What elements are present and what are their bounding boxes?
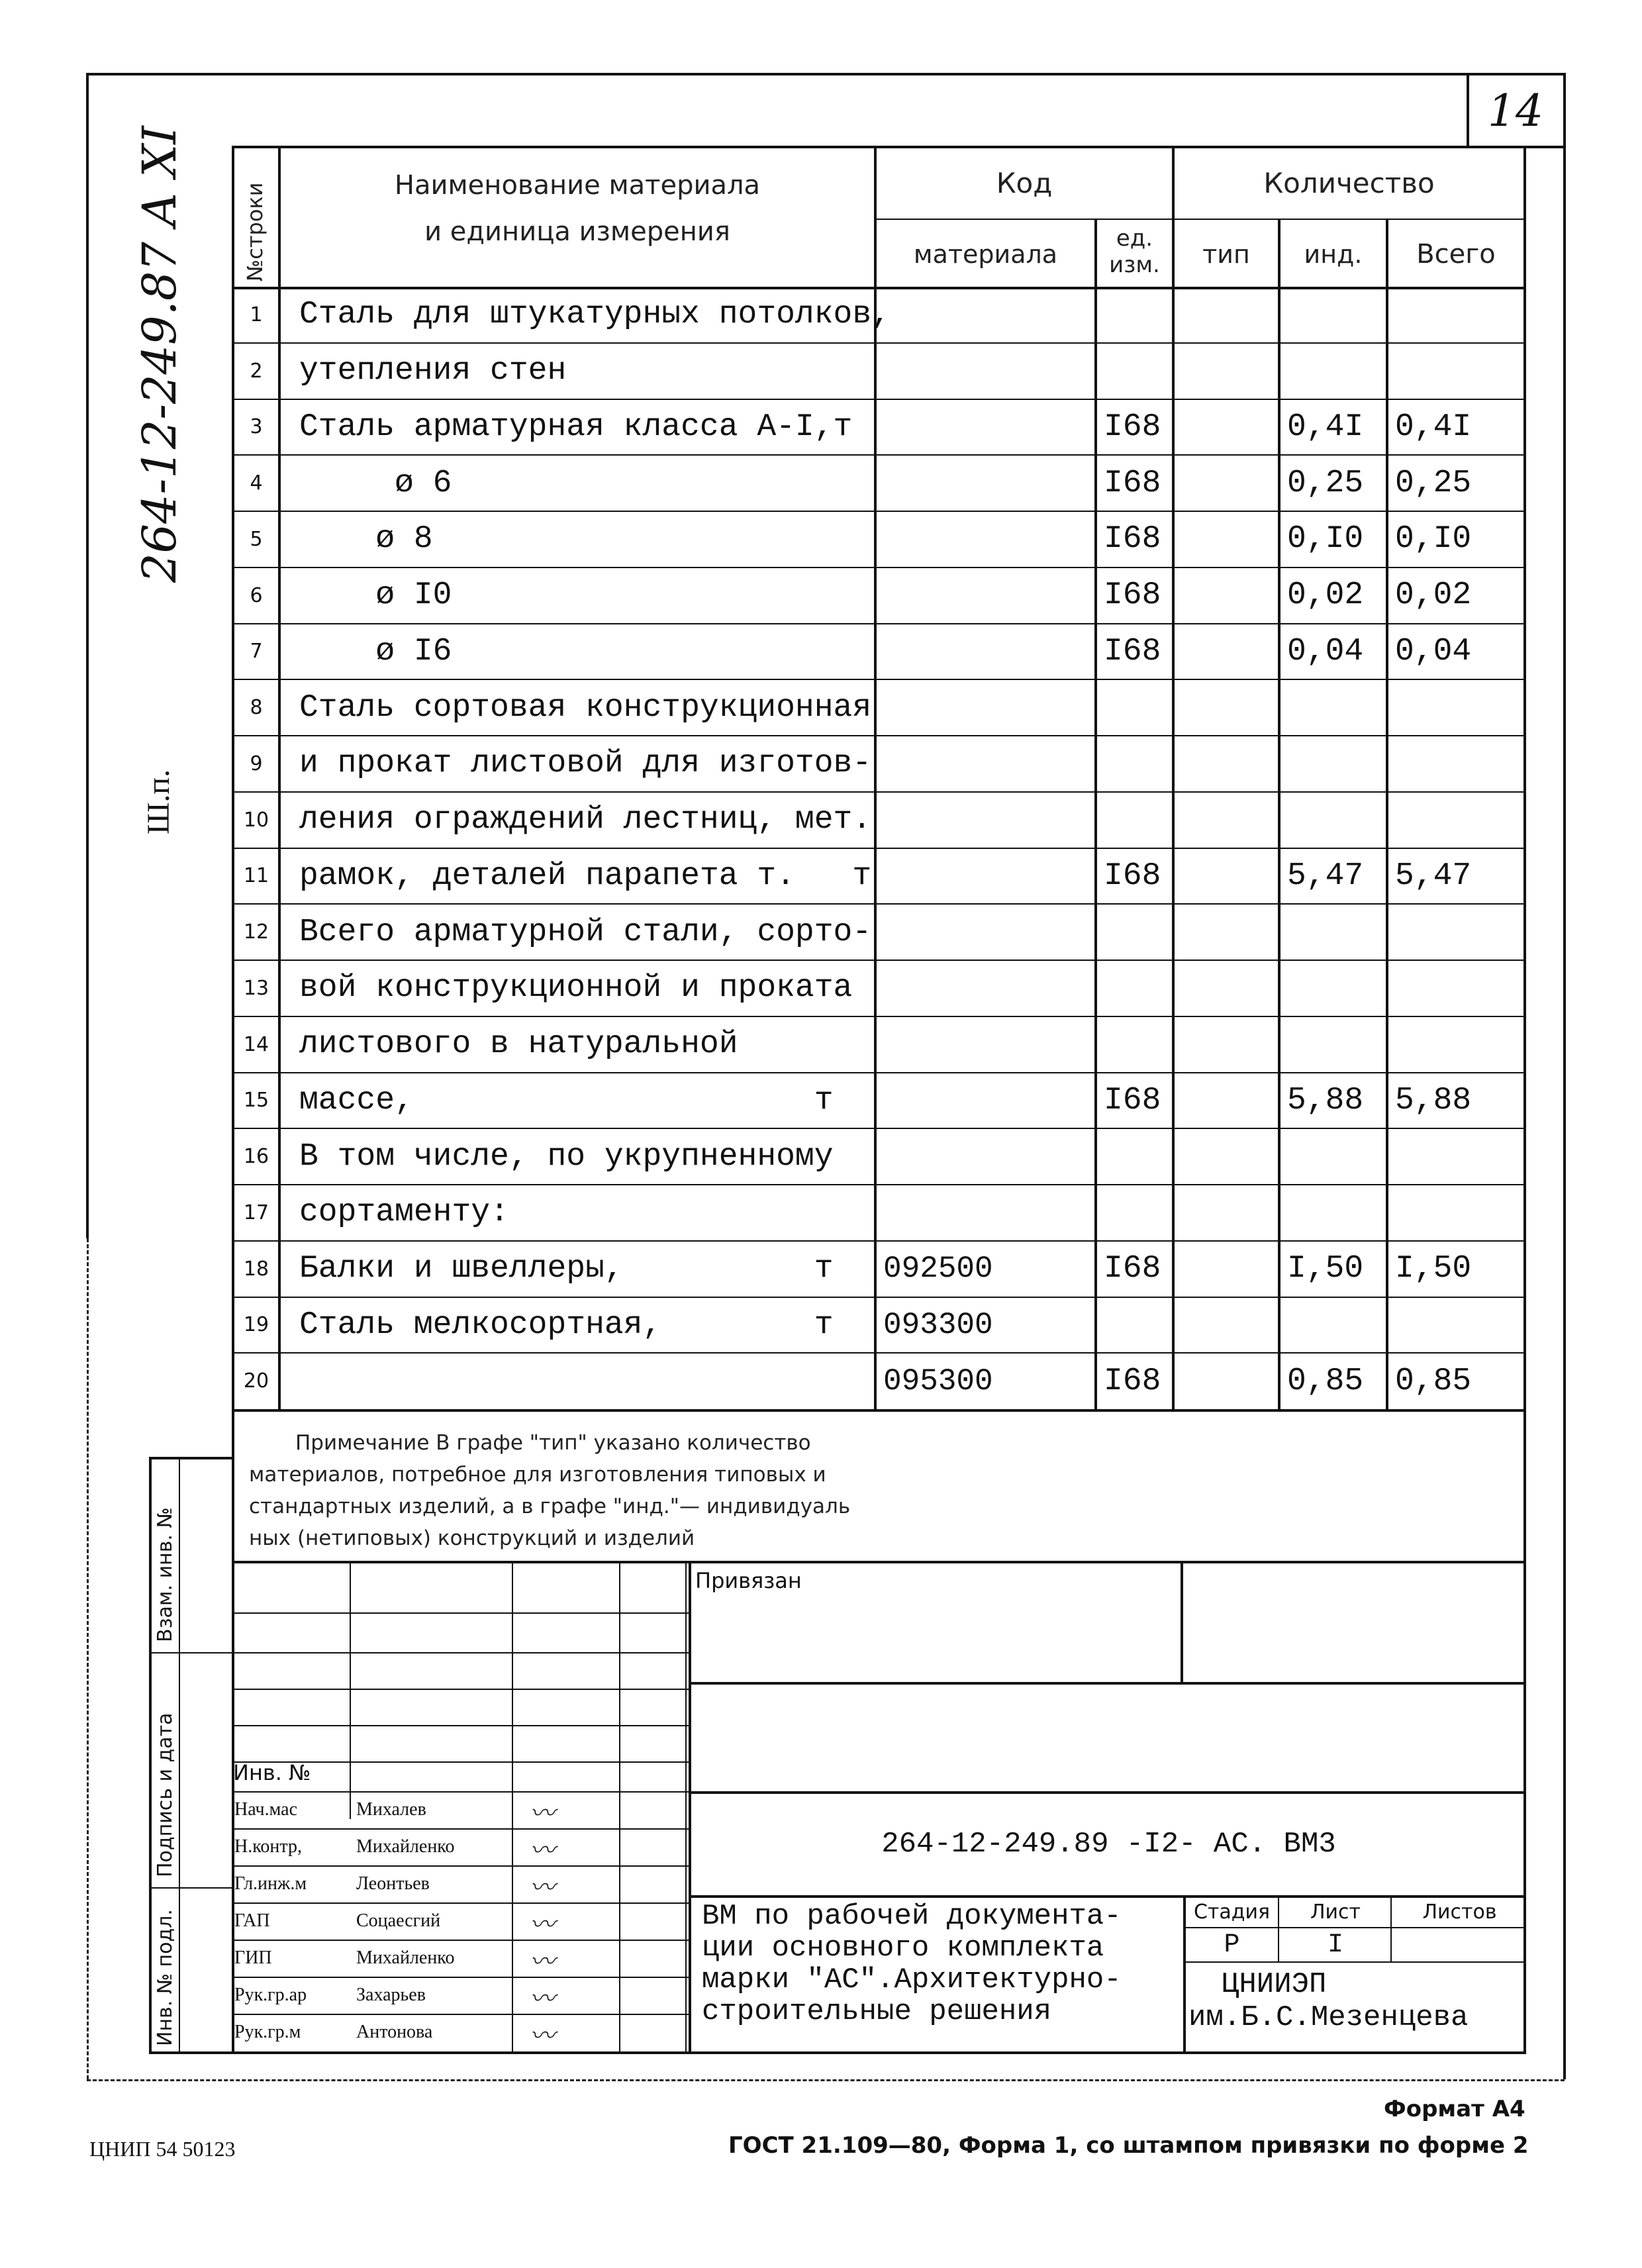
row-material-name: Всего арматурной стали, сорто- bbox=[299, 914, 872, 950]
header-code-unit bbox=[1097, 225, 1172, 285]
row-material-name: Сталь арматурная класса А-I,т bbox=[299, 409, 853, 445]
stamp-person-signature: 〰 bbox=[530, 1947, 555, 1976]
stamp-org-line2: им.Б.С.Мезенцева bbox=[1188, 2001, 1469, 2034]
row-qty-ind bbox=[1280, 905, 1392, 959]
stamp-stage-row2 bbox=[1183, 1961, 1526, 1963]
row-unit-code bbox=[1097, 905, 1179, 959]
row-qty-total bbox=[1388, 288, 1530, 342]
stamp-person-name: Михайленко bbox=[356, 1836, 455, 1857]
row-qty-type bbox=[1175, 850, 1284, 903]
row-unit-code: I68 bbox=[1104, 521, 1161, 558]
stamp-doc-code: 264-12-249.89 -I2- АС. ВМ3 bbox=[881, 1828, 1336, 1861]
frame-right bbox=[1563, 73, 1566, 2079]
stamp-top bbox=[232, 1561, 1526, 1563]
stamp-col1 bbox=[350, 1561, 351, 1819]
stamp-person-name: Антонова bbox=[356, 2022, 433, 2042]
row-unit-code: I68 bbox=[1104, 858, 1161, 894]
stamp-col2 bbox=[512, 1561, 513, 2053]
row-qty-ind: 0,85 bbox=[1287, 1363, 1364, 1399]
stamp-person-role: Рук.гр.ар bbox=[234, 1985, 307, 2005]
header-rownum: №строки bbox=[242, 182, 267, 281]
row-qty-ind: I,50 bbox=[1287, 1251, 1364, 1287]
row-number: 12 bbox=[243, 920, 269, 944]
stamp-title-line1: ВМ по рабочей документа- bbox=[702, 1900, 1122, 1933]
row-qty-type bbox=[1175, 1074, 1284, 1128]
row-divider bbox=[232, 1240, 1526, 1242]
row-divider bbox=[232, 511, 1526, 512]
row-qty-total bbox=[1388, 905, 1530, 959]
row-unit-code: I68 bbox=[1104, 409, 1161, 445]
header-code-unit-line1: ед. bbox=[1116, 225, 1153, 252]
row-qty-ind bbox=[1280, 681, 1392, 734]
row-qty-total bbox=[1388, 961, 1530, 1015]
row-material-code bbox=[877, 850, 1101, 903]
row-divider bbox=[232, 735, 1526, 736]
footer-gost: ГОСТ 21.109—80, Форма 1, со штампом привязки по форме 2 bbox=[728, 2132, 1529, 2159]
stamp-person-signature: 〰 bbox=[530, 1984, 555, 2013]
row-number: 14 bbox=[243, 1032, 269, 1056]
row-qty-total bbox=[1388, 1018, 1530, 1071]
row-divider bbox=[232, 399, 1526, 400]
row-material-code: 093300 bbox=[883, 1307, 993, 1342]
row-material-name: Сталь мелкосортная, т bbox=[299, 1307, 834, 1343]
stamp-inv-no: Инв. № bbox=[233, 1760, 311, 1785]
row-qty-type bbox=[1175, 344, 1284, 398]
row-material-name: и прокат листовой для изготов- bbox=[299, 746, 872, 782]
row-qty-ind: 0,02 bbox=[1287, 577, 1364, 614]
row-material-name: ø 6 bbox=[299, 465, 452, 501]
frame-left bbox=[86, 73, 89, 1238]
row-qty-ind: 0,4I bbox=[1287, 409, 1364, 445]
stamp-person-role: Н.контр, bbox=[234, 1836, 302, 1857]
row-qty-type bbox=[1175, 569, 1284, 622]
row-material-name: сортаменту: bbox=[299, 1195, 509, 1231]
row-divider bbox=[232, 848, 1526, 849]
row-material-name: вой конструкционной и проката bbox=[299, 970, 853, 1007]
row-qty-total: 0,85 bbox=[1395, 1363, 1472, 1399]
row-unit-code: I68 bbox=[1104, 633, 1161, 669]
row-number: 7 bbox=[250, 640, 263, 664]
row-unit-code bbox=[1097, 1186, 1179, 1240]
row-material-code bbox=[877, 1186, 1101, 1240]
stamp-person-role: Рук.гр.м bbox=[234, 2022, 301, 2042]
frame-top bbox=[86, 73, 1566, 75]
stamp-person-name: Михалев bbox=[356, 1799, 426, 1820]
row-divider bbox=[232, 1072, 1526, 1073]
left-strip-top bbox=[149, 1457, 232, 1459]
header-name-line1: Наименование материала bbox=[394, 170, 761, 201]
row-material-code bbox=[877, 1130, 1101, 1183]
row-divider bbox=[232, 1016, 1526, 1017]
row-unit-code: I68 bbox=[1104, 465, 1161, 501]
stamp-sheets-label: Листов bbox=[1422, 1900, 1497, 1924]
row-unit-code: I68 bbox=[1104, 1251, 1161, 1287]
row-material-code bbox=[877, 401, 1101, 454]
row-material-code bbox=[877, 1018, 1101, 1071]
row-unit-code bbox=[1097, 681, 1179, 734]
row-qty-ind bbox=[1280, 344, 1392, 398]
row-number: 8 bbox=[250, 696, 263, 720]
stamp-person-role: ГАП bbox=[234, 1910, 270, 1931]
stamp-code-top bbox=[689, 1791, 1526, 1794]
row-qty-total bbox=[1388, 1186, 1530, 1240]
row-qty-type bbox=[1175, 1018, 1284, 1071]
row-material-code bbox=[877, 344, 1101, 398]
row-unit-code bbox=[1097, 288, 1179, 342]
row-number: 13 bbox=[243, 976, 269, 1000]
row-unit-code bbox=[1097, 1018, 1179, 1071]
row-qty-type bbox=[1175, 1299, 1284, 1352]
row-qty-total bbox=[1388, 681, 1530, 734]
row-material-name: листового в натуральной bbox=[299, 1026, 738, 1063]
row-material-code bbox=[877, 569, 1101, 622]
row-number: 5 bbox=[250, 527, 263, 551]
row-divider bbox=[232, 791, 1526, 793]
stamp-grid-h1 bbox=[232, 1612, 689, 1614]
row-unit-code bbox=[1097, 737, 1179, 791]
row-unit-code bbox=[1097, 1299, 1179, 1352]
row-qty-ind bbox=[1280, 288, 1392, 342]
row-material-name: ø 8 bbox=[299, 521, 433, 558]
stamp-person-name: Соцаесгий bbox=[356, 1910, 441, 1931]
row-qty-total: 0,02 bbox=[1395, 577, 1472, 614]
stamp-title-line2: ции основного комплекта bbox=[702, 1932, 1104, 1965]
row-qty-total bbox=[1388, 793, 1530, 847]
stamp-person-signature: 〰 bbox=[530, 2021, 555, 2050]
header-name-line2: и единица измерения bbox=[424, 217, 730, 247]
row-unit-code bbox=[1097, 1130, 1179, 1183]
row-qty-type bbox=[1175, 793, 1284, 847]
row-material-code bbox=[877, 513, 1101, 566]
row-qty-ind bbox=[1280, 1299, 1392, 1352]
row-material-code bbox=[877, 681, 1101, 734]
header-code: Код bbox=[996, 166, 1053, 199]
left-strip-podpis: Подпись и дата bbox=[154, 1712, 177, 1877]
header-qty-type: тип bbox=[1202, 239, 1250, 269]
row-material-name: массе, т bbox=[299, 1082, 834, 1118]
stamp-person-name: Захарьев bbox=[356, 1985, 426, 2005]
row-material-code bbox=[877, 737, 1101, 791]
row-number: 16 bbox=[243, 1145, 269, 1169]
stamp-org-line1: ЦНИИЭП bbox=[1222, 1968, 1327, 2001]
row-qty-total bbox=[1388, 344, 1530, 398]
row-qty-total: 0,04 bbox=[1395, 633, 1472, 669]
note-line4: ных (нетиповых) конструкций и изделий bbox=[249, 1526, 695, 1550]
row-qty-total: 5,88 bbox=[1395, 1082, 1472, 1118]
stamp-person-name: Леонтьев bbox=[356, 1873, 430, 1894]
row-material-name: ø I6 bbox=[299, 633, 452, 669]
row-divider bbox=[232, 1184, 1526, 1185]
row-divider bbox=[232, 960, 1526, 961]
row-divider bbox=[232, 567, 1526, 568]
row-qty-type bbox=[1175, 401, 1284, 454]
row-qty-total bbox=[1388, 1299, 1530, 1352]
row-qty-total bbox=[1388, 1130, 1530, 1183]
left-strip-inv-podl: Инв. № подл. bbox=[154, 1909, 177, 2046]
stamp-person-role: Гл.инж.м bbox=[234, 1873, 307, 1894]
table-bottom bbox=[232, 1409, 1526, 1412]
row-number: 1 bbox=[250, 303, 263, 326]
row-material-code bbox=[877, 625, 1101, 679]
row-qty-ind: 5,88 bbox=[1287, 1082, 1364, 1118]
note-line1: Примечание В графе "тип" указано количество bbox=[295, 1431, 811, 1455]
row-qty-total: 5,47 bbox=[1395, 858, 1472, 894]
stamp-main-left bbox=[689, 1561, 691, 2053]
row-divider bbox=[232, 1352, 1526, 1354]
row-qty-ind: 0,25 bbox=[1287, 465, 1364, 501]
row-qty-type bbox=[1175, 905, 1284, 959]
row-material-code bbox=[877, 456, 1101, 510]
stamp-title-line4: строительные решения bbox=[702, 1995, 1052, 2028]
row-qty-type bbox=[1175, 681, 1284, 734]
stamp-title-line3: марки "АС".Архитектурно- bbox=[702, 1963, 1122, 1997]
row-divider bbox=[232, 623, 1526, 624]
row-divider bbox=[232, 1297, 1526, 1298]
row-divider bbox=[232, 903, 1526, 905]
row-qty-ind: 0,I0 bbox=[1287, 521, 1364, 558]
stamp-sheet-label: Лист bbox=[1310, 1900, 1361, 1924]
row-material-code bbox=[877, 905, 1101, 959]
frame-left-dashed bbox=[87, 1238, 89, 2079]
stamp-stage-col2 bbox=[1390, 1895, 1392, 1961]
stamp-sheet-value: I bbox=[1327, 1930, 1343, 1960]
row-unit-code bbox=[1097, 793, 1179, 847]
stamp-person-signature: 〰 bbox=[530, 1873, 555, 1902]
row-qty-ind bbox=[1280, 737, 1392, 791]
row-qty-total: 0,4I bbox=[1395, 409, 1472, 445]
row-qty-type bbox=[1175, 1242, 1284, 1296]
row-qty-ind bbox=[1280, 1130, 1392, 1183]
row-qty-ind: 5,47 bbox=[1287, 858, 1364, 894]
row-qty-type bbox=[1175, 1186, 1284, 1240]
row-number: 20 bbox=[243, 1369, 269, 1393]
row-material-name: рамок, деталей парапета т. т bbox=[299, 858, 872, 894]
left-strip-bottom bbox=[149, 2051, 232, 2054]
footer-left: ЦНИП 54 50123 bbox=[89, 2136, 236, 2161]
row-material-code: 092500 bbox=[883, 1252, 993, 1287]
row-divider bbox=[232, 454, 1526, 456]
note-line2: материалов, потребное для изготовления типовых и bbox=[249, 1463, 826, 1487]
row-qty-ind bbox=[1280, 1018, 1392, 1071]
left-strip-h1 bbox=[149, 1652, 232, 1653]
stamp-sheets-value bbox=[1393, 1928, 1526, 1961]
row-number: 15 bbox=[243, 1089, 269, 1112]
row-material-name bbox=[281, 1354, 893, 1408]
sheet-corner-number: 14 bbox=[1488, 85, 1543, 136]
row-number: 2 bbox=[250, 359, 263, 383]
row-qty-total: 0,I0 bbox=[1395, 521, 1472, 558]
row-number: 17 bbox=[243, 1201, 269, 1224]
stamp-title bbox=[702, 1900, 1122, 2028]
header-code-unit-line2: изм. bbox=[1109, 252, 1160, 278]
stamp-col4 bbox=[685, 1561, 687, 2053]
frame-bottom-dashed bbox=[87, 2079, 1565, 2081]
row-material-name: ления ограждений лестниц, мет. bbox=[299, 802, 872, 838]
row-divider bbox=[232, 342, 1526, 344]
stamp-bottom bbox=[232, 2051, 1526, 2054]
row-unit-code: I68 bbox=[1104, 577, 1161, 614]
left-strip-outer bbox=[149, 1457, 152, 2053]
side-label: Ш.п. bbox=[141, 769, 176, 834]
footer-format: Формат А4 bbox=[1384, 2096, 1525, 2122]
row-number: 3 bbox=[250, 415, 263, 439]
row-qty-type bbox=[1175, 737, 1284, 791]
row-qty-type bbox=[1175, 1354, 1284, 1408]
row-material-code bbox=[877, 288, 1101, 342]
row-number: 10 bbox=[243, 808, 269, 832]
row-qty-type bbox=[1175, 513, 1284, 566]
row-material-name: Балки и швеллеры, т bbox=[299, 1251, 834, 1287]
stamp-privyazan-label: Привязан bbox=[695, 1568, 802, 1593]
row-material-code bbox=[877, 793, 1101, 847]
side-document-code: 264-12-249.87 А XI bbox=[132, 126, 187, 583]
stamp-grid-h2 bbox=[232, 1652, 689, 1653]
row-material-code bbox=[877, 961, 1101, 1015]
stamp-stage-col1 bbox=[1278, 1895, 1279, 1961]
stamp-grid-h4 bbox=[232, 1725, 689, 1726]
left-strip-inner bbox=[179, 1457, 180, 2053]
row-material-code bbox=[877, 1074, 1101, 1128]
header-qty-ind: инд. bbox=[1304, 239, 1363, 269]
row-unit-code bbox=[1097, 344, 1179, 398]
stamp-person-signature: 〰 bbox=[530, 1910, 555, 1939]
row-qty-total: 0,25 bbox=[1395, 465, 1472, 501]
stamp-grid-h3 bbox=[232, 1689, 689, 1690]
row-material-code: 095300 bbox=[883, 1363, 993, 1399]
row-divider bbox=[232, 1128, 1526, 1129]
row-number: 6 bbox=[250, 583, 263, 607]
note-line3: стандартных изделий, а в графе "инд."— индивидуаль bbox=[249, 1495, 851, 1518]
row-divider bbox=[232, 679, 1526, 680]
stamp-person-signature: 〰 bbox=[530, 1799, 555, 1828]
row-qty-type bbox=[1175, 288, 1284, 342]
row-number: 4 bbox=[250, 471, 263, 495]
row-qty-ind bbox=[1280, 793, 1392, 847]
stamp-person-signature: 〰 bbox=[530, 1836, 555, 1865]
row-unit-code: I68 bbox=[1104, 1363, 1161, 1399]
header-qty-total: Всего bbox=[1416, 238, 1496, 270]
row-number: 18 bbox=[243, 1257, 269, 1281]
stamp-privyazan-bottom bbox=[689, 1682, 1526, 1685]
row-number: 9 bbox=[250, 752, 263, 775]
row-number: 19 bbox=[243, 1313, 269, 1337]
row-qty-type bbox=[1175, 961, 1284, 1015]
row-unit-code: I68 bbox=[1104, 1082, 1161, 1118]
left-strip-vzam: Взам. инв. № bbox=[154, 1507, 177, 1642]
stamp-stage-label: Стадия bbox=[1193, 1900, 1271, 1924]
row-number: 11 bbox=[243, 864, 269, 888]
row-qty-ind bbox=[1280, 1186, 1392, 1240]
row-qty-ind: 0,04 bbox=[1287, 633, 1364, 669]
stamp-privyazan-divider bbox=[1181, 1561, 1183, 1683]
stamp-person-name: Михайленко bbox=[356, 1948, 455, 1968]
row-material-name: В том числе, по укрупненному bbox=[299, 1138, 834, 1175]
note-block bbox=[249, 1427, 850, 1554]
row-material-name: Сталь для штукатурных потолков, bbox=[299, 297, 891, 333]
header-code-material: материала bbox=[913, 239, 1058, 269]
header-sub-line bbox=[874, 219, 1526, 220]
row-qty-type bbox=[1175, 456, 1284, 510]
row-unit-code bbox=[1097, 961, 1179, 1015]
stamp-organization bbox=[1188, 1968, 1468, 2034]
stamp-col3 bbox=[619, 1561, 620, 2053]
stamp-person-role: ГИП bbox=[234, 1948, 272, 1968]
left-strip-h2 bbox=[149, 1887, 232, 1889]
row-qty-total: I,50 bbox=[1395, 1251, 1472, 1287]
row-qty-total bbox=[1388, 737, 1530, 791]
stamp-stage-value: Р bbox=[1224, 1930, 1240, 1960]
row-material-name: утепления стен bbox=[299, 353, 567, 389]
row-qty-type bbox=[1175, 1130, 1284, 1183]
row-material-name: ø I0 bbox=[299, 577, 452, 614]
stamp-person-role: Нач.мас bbox=[234, 1799, 297, 1820]
row-qty-type bbox=[1175, 625, 1284, 679]
row-material-name: Сталь сортовая конструкционная bbox=[299, 689, 872, 726]
header-quantity: Количество bbox=[1263, 166, 1435, 199]
row-qty-ind bbox=[1280, 961, 1392, 1015]
